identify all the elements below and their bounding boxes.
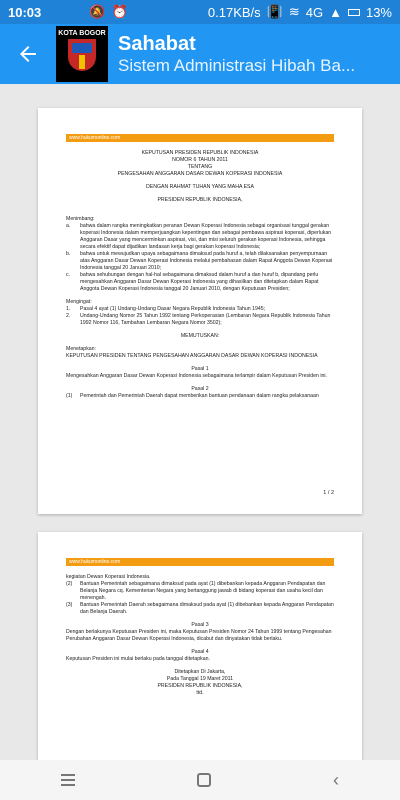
back-arrow-icon[interactable] xyxy=(0,24,56,84)
status-right xyxy=(208,4,392,20)
pasal-1-text: Mengesahkan Anggaran Dasar Dewan Koperasi Indonesia sebagaimana terlampir dalam Keputusan Presiden ini. xyxy=(66,373,327,380)
pdf-page-2 xyxy=(38,532,362,760)
wifi-icon: ≋ xyxy=(288,4,300,19)
list-item: b. bahwa untuk mewujudkan upaya sebagaimana dimaksud pada huruf a, telah dilaksanakan penyempurnaan atas Anggaran Dasar Dewan Koperasi Indonesia melalui pembahasan dalam Rapat Anggota Dewan Koperasi Indonesia tanggal 20 Januari 2010; xyxy=(66,251,333,272)
status-bar xyxy=(0,0,400,24)
memutuskan-line: MEMUTUSKAN: xyxy=(180,333,220,340)
page-2-content xyxy=(38,566,362,697)
list-item: a. bahwa dalam rangka meningkatkan peranan Dewan Koperasi Indonesia sebagai organisasi tunggal gerakan koperasi Indonesia dalam memperjuangkan kepentingan dan sebagai pembawa aspirasi koperasi, diperlukan Anggaran Dasar yang mencerminkan aspirasi, visi, dan misi seluruh gerakan koperasi Indonesia, sehingga secara efektif dapat dijadikan landasan kerja bagi gerakan koperasi Indonesia; xyxy=(66,223,332,251)
app-titles xyxy=(118,33,355,76)
heading-line: TENTANG xyxy=(187,164,213,171)
battery-icon xyxy=(348,9,360,16)
app-subtitle: Sistem Administrasi Hibah Ba... xyxy=(118,55,356,75)
decree-heading xyxy=(66,150,334,178)
pasal-3-text: Dengan berlakunya Keputusan Presiden ini, maka Keputusan Presiden Nomor 24 Tahun 1999 tentang Pengesahan Perubahan Anggaran Dasar Dewan Koperasi Indonesia, dicabut dan dinyatakan tidak berlaku. xyxy=(66,629,332,643)
menetapkan-label: Menetapkan: xyxy=(66,346,96,353)
recent-apps-icon[interactable] xyxy=(61,774,75,786)
kota-bogor-logo xyxy=(56,26,108,82)
sign-line: Ditetapkan Di Jakarta, xyxy=(174,669,226,676)
mengingat-label: Mengingat: xyxy=(66,299,92,306)
list-item: 2. Undang-Undang Nomor 25 Tahun 1992 tentang Perkoperasian (Lembaran Negara Republik Indonesia Tahun 1992 Nomor 116, Tambahan Lembaran Negara Nomor 3502); xyxy=(66,313,331,327)
pdf-page-1 xyxy=(38,108,362,514)
back-icon[interactable]: ‹ xyxy=(333,769,339,790)
list-item: (3) Bantuan Pemerintah Daerah sebagaimana dimaksud pada ayat (1) dibebankan kepada Anggaran Pendapatan dan Belanja Daerah. xyxy=(66,602,334,616)
pasal-2-title: Pasal 2 xyxy=(191,386,209,393)
mute-icon: 🔕 xyxy=(89,4,106,19)
blessing-line: DENGAN RAHMAT TUHAN YANG MAHA ESA xyxy=(146,184,254,191)
status-time: 10:03 xyxy=(8,4,42,20)
list-item: 1. Pasal 4 ayat (1) Undang-Undang Dasar Negara Republik Indonesia Tahun 1945; xyxy=(66,306,266,313)
network-type: 4G xyxy=(305,4,324,20)
menimbang-label: Menimbang: xyxy=(66,216,95,223)
menetapkan-text: KEPUTUSAN PRESIDEN TENTANG PENGESAHAN ANGGARAN DASAR DEWAN KOPERASI INDONESIA xyxy=(66,353,318,360)
continued-text: kegiatan Dewan Koperasi Indonesia. xyxy=(66,574,151,580)
pdf-viewer[interactable] xyxy=(0,84,400,760)
heading-line: NOMOR 6 TAHUN 2011 xyxy=(172,157,228,164)
page-number: 1 / 2 xyxy=(323,490,334,496)
pasal-4-title: Pasal 4 xyxy=(191,649,209,656)
pasal-1-title: Pasal 1 xyxy=(191,366,209,373)
home-icon[interactable] xyxy=(197,773,211,787)
president-line: PRESIDEN REPUBLIK INDONESIA, xyxy=(157,197,243,204)
app-title: Sahabat xyxy=(118,32,196,55)
list-item: (1) Pemerintah dan Pemerintah Daerah dapat memberikan bantuan pendanaan dalam rangka pelaksanaan xyxy=(66,393,319,400)
vibrate-icon: 📳 xyxy=(266,4,283,19)
page-header-bar: www.hukumonline.com xyxy=(66,134,334,142)
page-1-content xyxy=(38,142,362,400)
logo-label: KOTA BOGOR xyxy=(58,30,106,37)
status-left-icons xyxy=(89,4,208,20)
list-item: c. bahwa sehubungan dengan hal-hal sebagaimana dimaksud dalam huruf a dan huruf b, dipandang perlu mengesahkan Anggaran Dasar Dewan Koperasi Indonesia yang dihasilkan dan ditetapkan dalam Rapat Anggota Dewan Koperasi Indonesia tanggal 20 Januari 2010, dengan Keputusan Presiden; xyxy=(66,272,319,293)
app-bar xyxy=(0,24,400,84)
signature-block xyxy=(66,669,334,697)
heading-line: KEPUTUSAN PRESIDEN REPUBLIK INDONESIA xyxy=(141,150,259,156)
network-speed: 0.17KB/s xyxy=(207,4,261,20)
alarm-icon: ⏰ xyxy=(111,4,128,19)
pasal-4-text: Keputusan Presiden ini mulai berlaku pada tanggal ditetapkan. xyxy=(66,656,210,663)
page-header-bar: www.hukumonline.com xyxy=(66,558,334,566)
list-item: (2) Bantuan Pemerintah sebagaimana dimaksud pada ayat (1) dibebankan kepada Anggaran Pendapatan dan Belanja Negara cq. Kementerian Negara yang bertanggung jawab di bidang koperasi dan usaha kecil dan menengah. xyxy=(66,581,326,602)
pasal-3-title: Pasal 3 xyxy=(191,622,209,629)
shield-icon xyxy=(68,39,96,71)
system-nav-bar xyxy=(0,760,400,800)
signal-icon: ▲ xyxy=(329,4,342,20)
sign-line: PRESIDEN REPUBLIK INDONESIA, xyxy=(157,683,243,690)
sign-line: ttd. xyxy=(196,690,204,697)
battery-level: 13% xyxy=(365,4,392,20)
sign-line: Pada Tanggal 19 Maret 2011 xyxy=(166,676,234,683)
heading-line: PENGESAHAN ANGGARAN DASAR DEWAN KOPERASI INDONESIA xyxy=(117,171,283,178)
